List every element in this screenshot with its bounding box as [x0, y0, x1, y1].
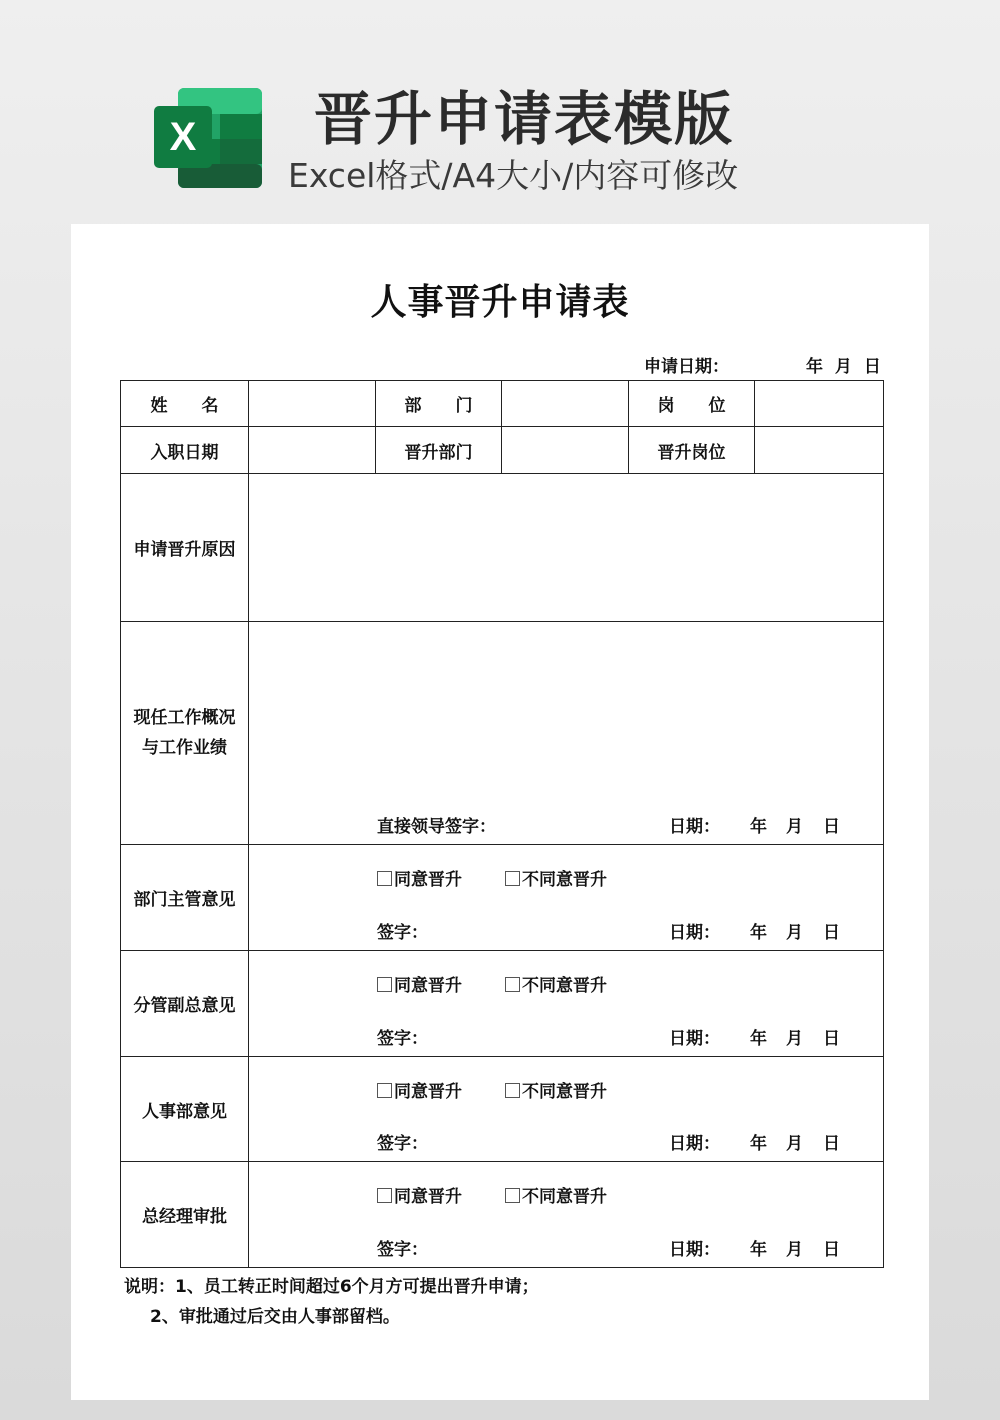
- disagree-option[interactable]: [505, 1077, 607, 1102]
- apply-date-label: 申请日期：: [644, 357, 729, 377]
- date-label: 日期：: [669, 1134, 720, 1154]
- note-line-1: 说明：1、员工转正时间超过6个月方可提出晋升申请；: [124, 1277, 539, 1297]
- sign-label: 签字：: [377, 1134, 428, 1154]
- agree-option[interactable]: [377, 1182, 462, 1207]
- sign-label: 签字：: [377, 923, 428, 943]
- form-notes: [124, 1272, 539, 1332]
- year-label: 年: [750, 923, 767, 943]
- disagree-checkbox[interactable]: [505, 1083, 520, 1098]
- work-label-line2: 与工作业绩: [142, 738, 227, 758]
- sign-label: 签字：: [377, 1029, 428, 1049]
- sign-label: 签字：: [377, 1240, 428, 1260]
- agree-checkbox[interactable]: [377, 1083, 392, 1098]
- year-label: 年: [750, 817, 767, 837]
- name-input-cell[interactable]: [249, 381, 376, 427]
- agree-option[interactable]: [377, 1077, 462, 1102]
- opinion-cell: [249, 1162, 884, 1268]
- reason-label: 申请晋升原因: [121, 474, 249, 622]
- month-label: 月: [786, 1029, 803, 1049]
- promo-dept-label: 晋升部门: [376, 427, 502, 474]
- page-title: 晋升申请表模版: [314, 85, 735, 153]
- disagree-label: 不同意晋升: [522, 1082, 607, 1102]
- table-row: [121, 845, 884, 951]
- disagree-checkbox[interactable]: [505, 871, 520, 886]
- day-label: 日: [823, 1029, 840, 1049]
- disagree-option[interactable]: [505, 1182, 607, 1207]
- excel-logo-letter: X: [169, 115, 197, 159]
- hire-date-input-cell[interactable]: [249, 427, 376, 474]
- year-label: 年: [750, 1029, 767, 1049]
- disagree-option[interactable]: [505, 971, 607, 996]
- note-line-2: 2、审批通过后交由人事部留档。: [150, 1307, 400, 1327]
- date-label: 日期：: [669, 817, 720, 837]
- agree-label: 同意晋升: [394, 870, 462, 890]
- agree-option[interactable]: [377, 865, 462, 890]
- post-input-cell[interactable]: [755, 381, 884, 427]
- table-row: [121, 474, 884, 622]
- date-label: 日期：: [669, 1029, 720, 1049]
- promo-post-label: 晋升岗位: [629, 427, 755, 474]
- day-label: 日: [823, 817, 840, 837]
- agree-option[interactable]: [377, 971, 462, 996]
- opinion-label: 部门主管意见: [121, 845, 249, 951]
- year-label: 年: [750, 1240, 767, 1260]
- table-row: [121, 1162, 884, 1268]
- day-label: 日: [823, 1240, 840, 1260]
- apply-date-ymd: 年 月 日: [806, 357, 881, 377]
- dept-label: 部 门: [404, 396, 487, 416]
- month-label: 月: [786, 817, 803, 837]
- opinion-cell: [249, 845, 884, 951]
- opinion-label: 总经理审批: [121, 1162, 249, 1268]
- name-label: 姓 名: [150, 396, 233, 416]
- year-label: 年: [750, 1134, 767, 1154]
- agree-label: 同意晋升: [394, 1082, 462, 1102]
- month-label: 月: [786, 923, 803, 943]
- day-label: 日: [823, 923, 840, 943]
- hire-date-label: 入职日期: [121, 427, 249, 474]
- leader-sign-label: 直接领导签字：: [377, 817, 496, 837]
- excel-logo-icon: [152, 86, 264, 190]
- agree-checkbox[interactable]: [377, 1188, 392, 1203]
- table-row: [121, 381, 884, 427]
- table-row: [121, 1057, 884, 1162]
- month-label: 月: [786, 1240, 803, 1260]
- agree-checkbox[interactable]: [377, 871, 392, 886]
- opinion-label: 人事部意见: [121, 1057, 249, 1162]
- post-label: 岗 位: [657, 396, 740, 416]
- disagree-checkbox[interactable]: [505, 977, 520, 992]
- work-input-cell[interactable]: [249, 622, 884, 845]
- table-row: [121, 951, 884, 1057]
- opinion-cell: [249, 951, 884, 1057]
- disagree-label: 不同意晋升: [522, 1187, 607, 1207]
- agree-label: 同意晋升: [394, 976, 462, 996]
- disagree-checkbox[interactable]: [505, 1188, 520, 1203]
- promo-dept-input-cell[interactable]: [502, 427, 629, 474]
- date-label: 日期：: [669, 1240, 720, 1260]
- table-row: [121, 622, 884, 845]
- page-subtitle: Excel格式/A4大小/内容可修改: [288, 156, 739, 195]
- day-label: 日: [823, 1134, 840, 1154]
- disagree-label: 不同意晋升: [522, 976, 607, 996]
- promotion-form-table: [120, 380, 884, 1268]
- agree-checkbox[interactable]: [377, 977, 392, 992]
- agree-label: 同意晋升: [394, 1187, 462, 1207]
- disagree-option[interactable]: [505, 865, 607, 890]
- month-label: 月: [786, 1134, 803, 1154]
- reason-input-cell[interactable]: [249, 474, 884, 622]
- table-row: [121, 427, 884, 474]
- date-label: 日期：: [669, 923, 720, 943]
- form-title: 人事晋升申请表: [370, 282, 630, 323]
- dept-input-cell[interactable]: [502, 381, 629, 427]
- opinion-cell: [249, 1057, 884, 1162]
- opinion-label: 分管副总意见: [121, 951, 249, 1057]
- work-label-line1: 现任工作概况: [133, 708, 236, 728]
- promo-post-input-cell[interactable]: [755, 427, 884, 474]
- disagree-label: 不同意晋升: [522, 870, 607, 890]
